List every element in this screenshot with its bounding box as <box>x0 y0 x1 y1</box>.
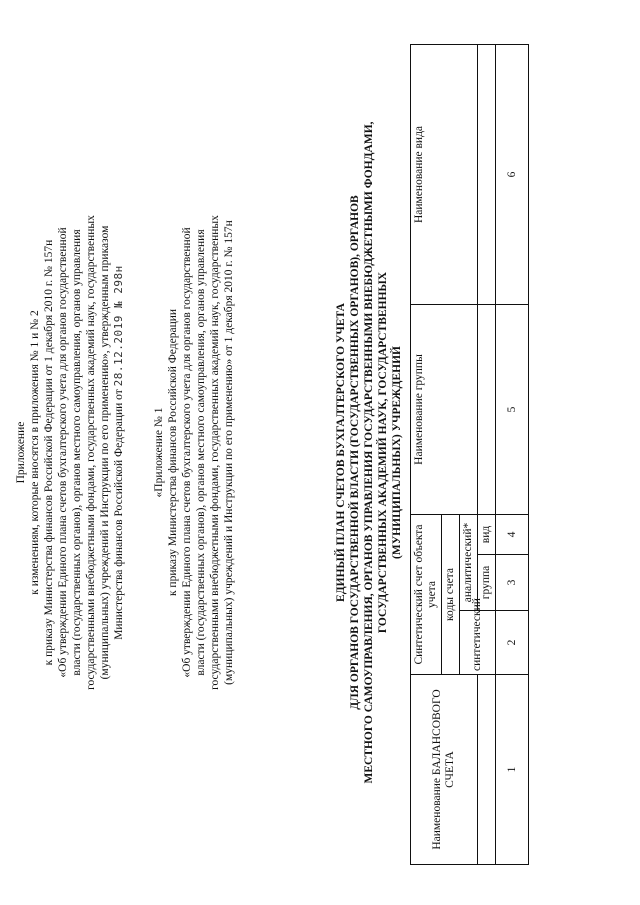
appendix-line: к приказу Министерства финансов Российской Федерации от 1 декабря 2010 г. № 157н <box>43 239 55 666</box>
header-synthetic-object: Синтетический счет объекта учета <box>411 515 442 675</box>
heading-line: ДЛЯ ОРГАНОВ ГОСУДАРСТВЕННОЙ ВЛАСТИ (ГОСУДАРСТВЕННЫХ ОРГАНОВ), ОРГАНОВ <box>349 195 361 710</box>
header-spacer <box>478 305 496 515</box>
column-number: 5 <box>496 305 529 515</box>
header-group-name: Наименование группы <box>411 305 478 515</box>
heading-line: МЕСТНОГО САМОУПРАВЛЕНИЯ, ОРГАНОВ УПРАВЛЕНИЯ ГОСУДАРСТВЕННЫМИ ВНЕБЮДЖЕТНЫМИ ФОНДАМИ, <box>363 121 375 784</box>
handwritten-date-number: 28.12.2019 № 298н <box>112 265 125 387</box>
appendix-line: государственными внебюджетными фондами, государственных академий наук, государственных <box>85 215 97 690</box>
column-number: 4 <box>496 515 529 555</box>
appendix-line: к изменениям, которые вносятся в приложения № 1 и № 2 <box>29 310 41 595</box>
appendix-title: Приложение <box>15 421 27 484</box>
appendix-last-line <box>112 0 126 905</box>
appendix-line: (муниципальных) учреждений и Инструкции по его применению», утвержденным приказом <box>99 225 111 680</box>
header-spacer <box>478 45 496 305</box>
appendix-line: «Об утверждении Единого плана счетов бухгалтерского учета для органов государственной <box>57 227 69 678</box>
table-header-row <box>411 45 442 865</box>
header-spacer <box>478 675 496 865</box>
column-number: 6 <box>496 45 529 305</box>
heading-line: ГОСУДАРСТВЕННЫХ АКАДЕМИЙ НАУК, ГОСУДАРСТВЕННЫХ <box>377 271 389 634</box>
appendix1-line: власти (государственных органов), органов местного самоуправления, органов управления <box>195 229 207 676</box>
column-number: 1 <box>496 675 529 865</box>
heading-line: (МУНИЦИПАЛЬНЫХ) УЧРЕЖДЕНИЙ <box>391 346 403 559</box>
appendix1-line: «Об утверждении Единого плана счетов бухгалтерского учета для органов государственной <box>181 227 193 678</box>
column-number: 2 <box>496 611 529 675</box>
appendix1-line: государственными внебюджетными фондами, государственных академий наук, государственных <box>209 215 221 690</box>
appendix1-title: «Приложение № 1 <box>153 407 165 498</box>
table-header-row <box>478 45 496 865</box>
appendix1-line: к приказу Министерства финансов Российской Федерации <box>167 308 179 597</box>
table-row <box>496 45 529 865</box>
accounts-table <box>410 44 529 865</box>
column-number: 3 <box>496 555 529 611</box>
header-analytic: аналитический* <box>460 515 478 611</box>
heading-line: ЕДИНЫЙ ПЛАН СЧЕТОВ БУХГАЛТЕРСКОГО УЧЕТА <box>335 303 347 602</box>
appendix1-line: (муниципальных) учреждений и Инструкции по его применению» от 1 декабря 2010 г. № 157н <box>223 220 235 685</box>
header-kind-name: Наименование вида <box>411 45 478 305</box>
header-synthetic: синтетический <box>460 611 496 675</box>
header-account-name: Наименование БАЛАНСОВОГО СЧЕТА <box>411 675 478 865</box>
header-group: группа <box>478 555 496 611</box>
appendix-last-line-prefix: Министерства финансов Российской Федерации от <box>113 389 125 640</box>
appendix-line: власти (государственных органов), органов местного самоуправления, органов управления <box>71 229 83 676</box>
header-kind: вид <box>478 515 496 555</box>
header-codes: коды счета <box>442 515 460 675</box>
